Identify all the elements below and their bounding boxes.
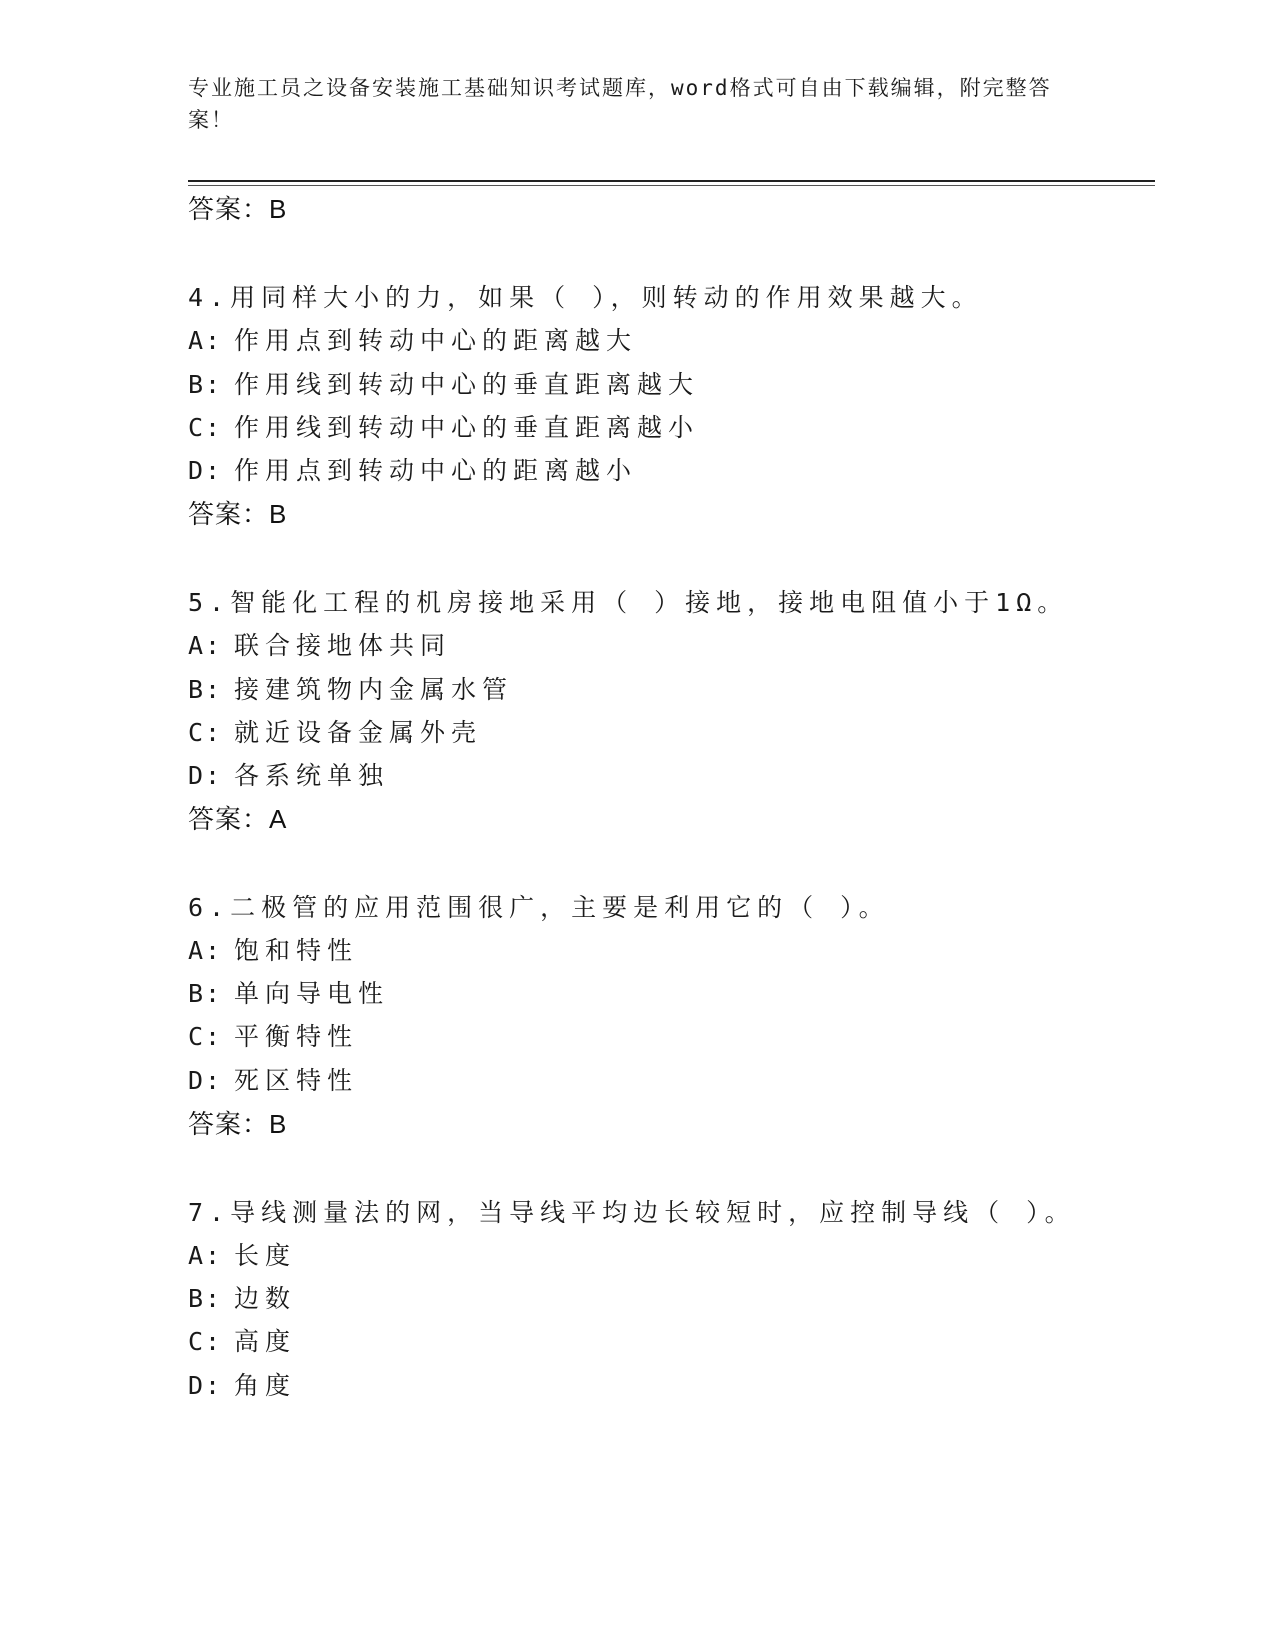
option-letter: C: (188, 413, 223, 442)
option-letter: C: (188, 718, 223, 747)
option-text: 联合接地体共同 (234, 631, 452, 660)
page-header: 专业施工员之设备安装施工基础知识考试题库，word格式可自由下载编辑，附完整答案！ (188, 76, 1052, 132)
option-text: 接建筑物内金属水管 (234, 675, 514, 704)
answer-line: 答案：B (188, 1109, 288, 1139)
question-stem: 4.用同样大小的力，如果（ ），则转动的作用效果越大。 (188, 283, 983, 312)
option-text: 作用线到转动中心的垂直距离越小 (234, 413, 700, 442)
option-letter: A: (188, 936, 223, 965)
option-d (188, 1061, 358, 1101)
header-divider-thin (188, 185, 1155, 186)
answer-line: 答案：B (188, 499, 288, 529)
option-d (188, 1366, 296, 1406)
option-text: 各系统单独 (234, 761, 390, 790)
option-text: 单向导电性 (234, 979, 390, 1008)
option-d (188, 451, 637, 491)
header-divider-thick (188, 180, 1155, 182)
option-text: 角度 (234, 1371, 297, 1400)
option-letter: B: (188, 979, 223, 1008)
option-text: 高度 (234, 1327, 297, 1356)
option-letter: A: (188, 326, 223, 355)
option-text: 就近设备金属外壳 (234, 718, 483, 747)
option-b (188, 974, 389, 1014)
option-letter: B: (188, 675, 223, 704)
option-text: 平衡特性 (234, 1022, 359, 1051)
option-text: 作用点到转动中心的距离越小 (234, 456, 638, 485)
option-text: 死区特性 (234, 1066, 359, 1095)
option-letter: C: (188, 1327, 223, 1356)
option-text: 作用线到转动中心的垂直距离越大 (234, 370, 700, 399)
option-letter: C: (188, 1022, 223, 1051)
option-letter: A: (188, 631, 223, 660)
option-a (188, 626, 451, 666)
option-c (188, 1017, 358, 1057)
option-letter: B: (188, 1284, 223, 1313)
option-letter: B: (188, 370, 223, 399)
option-text: 饱和特性 (234, 936, 359, 965)
option-letter: D: (188, 456, 223, 485)
option-letter: A: (188, 1241, 223, 1270)
option-letter: D: (188, 1371, 223, 1400)
option-d (188, 756, 389, 796)
question-stem: 6.二极管的应用范围很广，主要是利用它的（ ）。 (188, 893, 890, 922)
option-b (188, 1279, 296, 1319)
answer-line: 答案：B (188, 194, 288, 224)
option-b (188, 365, 699, 405)
question-stem: 7.导线测量法的网，当导线平均边长较短时，应控制导线（ ）。 (188, 1198, 1076, 1227)
option-b (188, 670, 513, 710)
option-text: 作用点到转动中心的距离越大 (234, 326, 638, 355)
option-a (188, 1236, 296, 1276)
option-letter: D: (188, 1066, 223, 1095)
option-text: 边数 (234, 1284, 297, 1313)
option-c (188, 408, 699, 448)
question-stem: 5.智能化工程的机房接地采用（ ）接地，接地电阻值小于1Ω。 (188, 588, 1069, 617)
option-letter: D: (188, 761, 223, 790)
option-a (188, 931, 358, 971)
answer-line: 答案：A (188, 804, 288, 834)
option-a (188, 321, 637, 361)
option-text: 长度 (234, 1241, 297, 1270)
option-c (188, 713, 482, 753)
option-c (188, 1322, 296, 1362)
